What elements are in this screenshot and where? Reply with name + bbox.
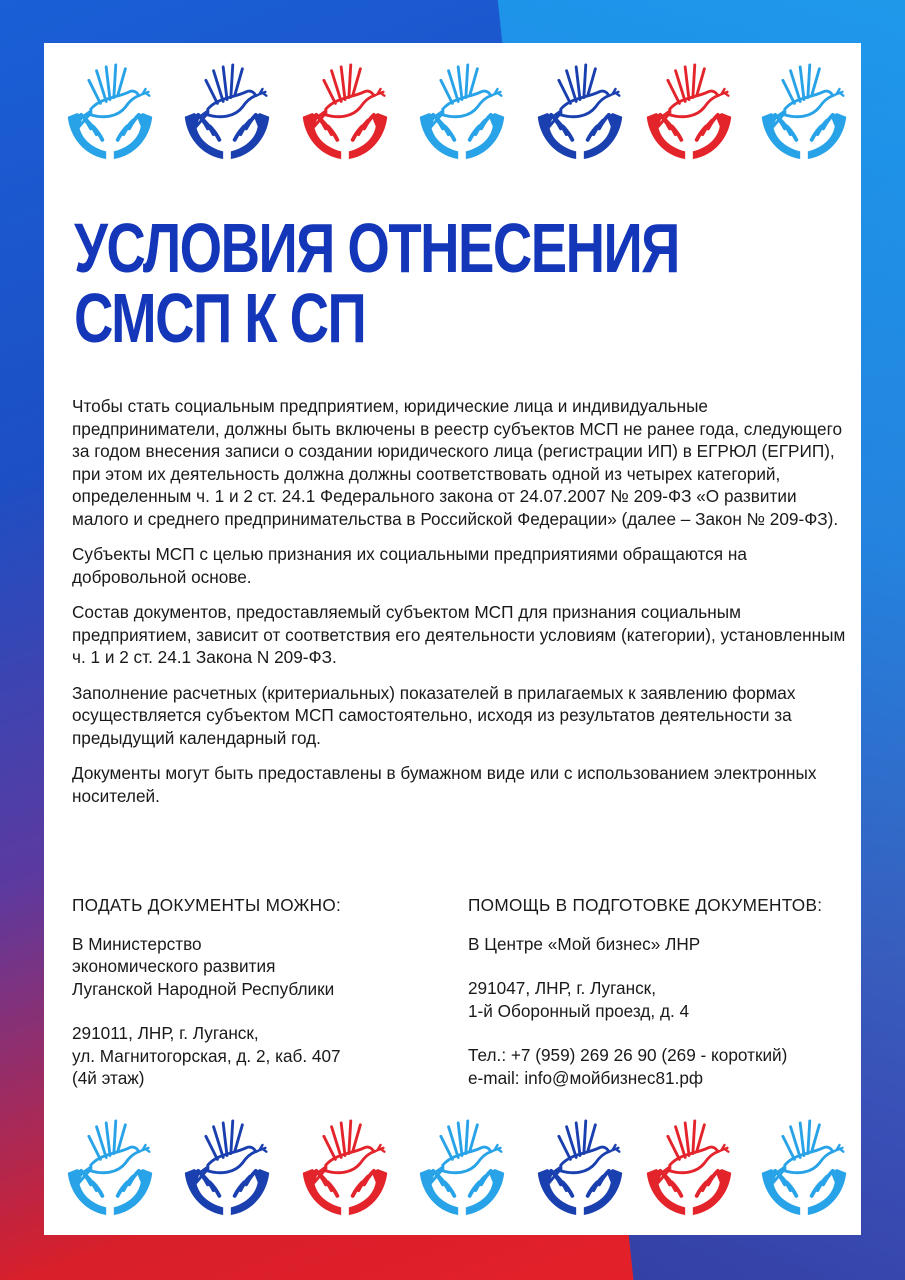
paragraph: Заполнение расчетных (критериальных) показателей в прилагаемых к заявлению формах осуществляется субъектом МСП самостоятельно, исходя из результатов деятельности за предыдущий календарный год. (72, 682, 796, 748)
dove-with-hands-icon (532, 1113, 628, 1223)
dove-with-hands-icon (297, 57, 393, 167)
title-line-2: СМСП К СП (74, 279, 366, 357)
body-text (72, 395, 847, 820)
paragraph: Документы могут быть предоставлены в бумажном виде или с использованием электронных носителей. (72, 763, 817, 806)
submit-address-line: (4й этаж) (72, 1068, 145, 1088)
dove-with-hands-icon (756, 1113, 852, 1223)
dove-row-bottom (44, 1113, 861, 1233)
help-heading: ПОМОЩЬ В ПОДГОТОВКЕ ДОКУМЕНТОВ: (468, 895, 823, 915)
dove-with-hands-icon (297, 1113, 393, 1223)
dove-with-hands-icon (641, 1113, 737, 1223)
submit-org-line: В Министерство (72, 933, 202, 954)
help-column (468, 894, 858, 1089)
submit-column (72, 894, 452, 1090)
dove-row-top (44, 57, 861, 177)
dove-with-hands-icon (62, 1113, 158, 1223)
dove-with-hands-icon (532, 57, 628, 167)
help-email[interactable]: e-mail: info@мойбизнес81.рф (468, 1067, 704, 1088)
submit-address-line: 291011, ЛНР, г. Луганск, (72, 1023, 259, 1043)
page-title (74, 209, 679, 357)
help-address-line: 1-й Оборонный проезд, д. 4 (468, 1000, 690, 1021)
dove-with-hands-icon (414, 1113, 510, 1223)
submit-heading: ПОДАТЬ ДОКУМЕНТЫ МОЖНО: (72, 895, 342, 915)
dove-with-hands-icon (641, 57, 737, 167)
paragraph: Субъекты МСП с целью признания их социальными предприятиями обращаются на добровольной основе. (72, 544, 747, 587)
dove-with-hands-icon (179, 1113, 275, 1223)
title-line-1: УСЛОВИЯ ОТНЕСЕНИЯ (74, 209, 679, 287)
help-phone: Тел.: +7 (959) 269 26 90 (269 - короткий) (468, 1045, 788, 1065)
submit-org-line: экономического развития (72, 956, 276, 976)
dove-with-hands-icon (414, 57, 510, 167)
contact-columns (72, 894, 852, 1094)
paragraph: Состав документов, предоставляемый субъектом МСП для признания социальным предприятием, зависит от соответствия его деятельности условиям (категории), установленным ч. 1 и 2 ст. 24.1 Закона N 209-ФЗ. (72, 602, 846, 667)
submit-org-line: Луганской Народной Республики (72, 978, 335, 999)
poster-sheet (44, 43, 861, 1235)
help-address-line: 291047, ЛНР, г. Луганск, (468, 978, 656, 998)
dove-with-hands-icon (179, 57, 275, 167)
help-org-line: В Центре «Мой бизнес» ЛНР (468, 933, 701, 954)
dove-with-hands-icon (756, 57, 852, 167)
paragraph: Чтобы стать социальным предприятием, юридические лица и индивидуальные предприниматели, должны быть включены в реестр субъектов МСП не ранее года, следующего за годом внесения записи о создании юридического лица (регистрации ИП) в ЕГРЮЛ (ЕГРИП), при этом их деятельность должна должны соответствовать одной из четырех категорий, определенным ч. 1 и 2 ст. 24.1 Федерального закона от 24.07.2007 № 209-ФЗ «О развитии малого и среднего предпринимательства в Российской Федерации» (далее – Закон № 209-ФЗ). (72, 396, 843, 529)
dove-with-hands-icon (62, 57, 158, 167)
submit-address-line: ул. Магнитогорская, д. 2, каб. 407 (72, 1045, 341, 1066)
